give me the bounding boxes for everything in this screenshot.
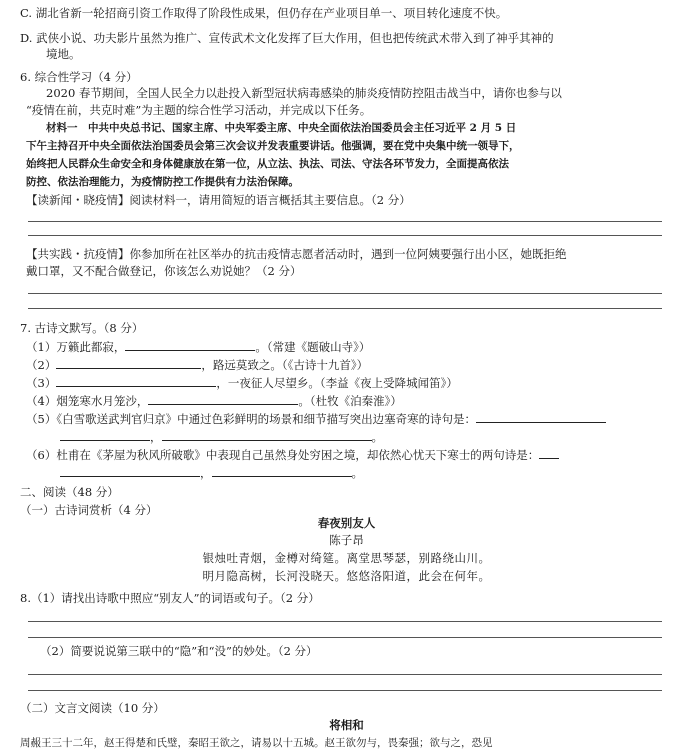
poem-blank-5-answers <box>60 428 383 445</box>
poem-blank-4-prefix: （4）烟笼寒水月笼沙， <box>26 394 149 408</box>
poem-blank-2 <box>26 356 368 373</box>
text-title: 将相和 <box>329 718 364 732</box>
question-6-intro-line1: 2020 春节期间，全国人民全力以赴投入新型冠状病毒感染的肺炎疫情防控阻击战当中，请你也参与以 <box>46 86 562 100</box>
question-8-2: （2）简要说说第三联中的“隐”和“没”的妙处。（2 分） <box>40 644 318 658</box>
question-7-heading: 7. 古诗文默写。（8 分） <box>20 321 144 335</box>
material-1-line2: 下午主持召开中央全面依法治国委员会第三次会议并发表重要讲话。他强调，要在党中央集中统一领导下， <box>26 140 520 152</box>
poem-blank-4 <box>26 392 402 409</box>
poem-blank-1-prefix: （1）万籁此都寂， <box>26 340 126 354</box>
fill-blank[interactable] <box>125 338 255 351</box>
option-d-line2: 境地。 <box>46 47 81 61</box>
option-c: C. 湖北省新一轮招商引资工作取得了阶段性成果，但仍存在产业项目单一、项目转化速度不快。 <box>20 6 508 20</box>
answer-line[interactable] <box>28 221 662 222</box>
poem-blank-1 <box>26 338 370 355</box>
poem-blank-5 <box>26 410 606 427</box>
poem-blank-2-prefix: （2） <box>26 358 57 372</box>
material-1-line3: 始终把人民群众生命安全和身体健康放在第一位，从立法、执法、司法、守法各环节发力，全面提高依法 <box>26 158 509 170</box>
fill-blank[interactable] <box>56 356 201 369</box>
poem-author: 陈子昂 <box>329 533 364 547</box>
fill-blank[interactable] <box>212 464 352 477</box>
poem-blank-3-prefix: （3） <box>26 376 57 390</box>
fill-blank[interactable] <box>162 428 372 441</box>
material-1-line1: 材料一 中共中央总书记、国家主席、中央军委主席、中央全面依法治国委员会主任习近平 2 月 5 日 <box>46 122 517 134</box>
section-2-heading: 二、阅读（48 分） <box>20 485 119 499</box>
poem-line-2: 明月隐高树，长河没晓天。悠悠洛阳道，此会在何年。 <box>202 569 491 583</box>
poem-blank-3-suffix: ，一夜征人尽望乡。（李益《夜上受降城闻笛》） <box>216 376 458 390</box>
section-2b-heading: （二）文言文阅读（10 分） <box>20 701 165 715</box>
question-8-1: 8.（1）请找出诗歌中照应“别友人”的词语或句子。（2 分） <box>20 591 320 605</box>
section-2a-heading: （一）古诗词赏析（4 分） <box>20 503 158 517</box>
answer-line[interactable] <box>28 235 662 236</box>
option-d-line1: D. 武侠小说、功夫影片虽然为推广、宣传武术文化发挥了巨大作用，但也把传统武术带入到了神乎其神的 <box>20 31 554 45</box>
poem-title: 春夜别友人 <box>317 516 376 530</box>
poem-blank-3 <box>26 374 458 391</box>
comma: ， <box>150 430 162 444</box>
period: 。 <box>351 466 363 480</box>
answer-line[interactable] <box>28 293 662 294</box>
question-6-intro-line2: “疫情在前，共克时难”为主题的综合性学习活动，并完成以下任务。 <box>26 103 372 117</box>
poem-blank-4-suffix: 。（杜牧《泊秦淮》） <box>298 394 402 408</box>
material-1-line4: 防控、依法治理能力，为疫情防控工作提供有力法治保障。 <box>26 176 299 188</box>
period: 。 <box>371 430 383 444</box>
answer-line[interactable] <box>28 308 662 309</box>
poem-blank-1-suffix: 。（常建《题破山寺》） <box>255 340 371 354</box>
comma: ， <box>200 466 212 480</box>
poem-blank-6-answers <box>60 464 363 481</box>
fill-blank[interactable] <box>476 410 606 423</box>
task-read-news: 【读新闻・晓疫情】阅读材料一，请用简短的语言概括其主要信息。（2 分） <box>26 193 411 207</box>
answer-line[interactable] <box>28 621 662 622</box>
fill-blank[interactable] <box>148 392 298 405</box>
answer-line[interactable] <box>28 690 662 691</box>
poem-blank-6 <box>26 446 559 463</box>
fill-blank[interactable] <box>60 464 200 477</box>
poem-blank-5-prompt: （5）《白雪歌送武判官归京》中通过色彩鲜明的场景和细节描写突出边塞奇寒的诗句是： <box>26 412 477 426</box>
task-practice-line2: 戴口罩，又不配合做登记，你该怎么劝说她？（2 分） <box>26 264 302 278</box>
question-6-heading: 6. 综合性学习（4 分） <box>20 70 138 84</box>
task-practice-line1: 【共实践・抗疫情】你参加所在社区举办的抗击疫情志愿者活动时，遇到一位阿姨要强行出小区，她既拒绝 <box>26 247 567 261</box>
poem-blank-6-prompt: （6）杜甫在《茅屋为秋风所破歌》中表现自己虽然身处穷困之境，却依然心忧天下寒士的两句诗是： <box>26 448 540 462</box>
poem-line-1: 银烛吐青烟，金樽对绮筵。离堂思琴瑟，别路绕山川。 <box>202 551 491 565</box>
poem-blank-2-suffix: ，路远莫致之。（《古诗十九首》） <box>201 358 369 372</box>
answer-line[interactable] <box>28 637 662 638</box>
answer-line[interactable] <box>28 674 662 675</box>
fill-blank[interactable] <box>539 446 559 459</box>
classical-text-line1: 周赧王三十二年，赵王得楚和氏璧，秦昭王欲之，请易以十五城。赵王欲勿与，畏秦强；欲与之，恐见 <box>20 737 493 749</box>
fill-blank[interactable] <box>56 374 216 387</box>
fill-blank[interactable] <box>60 428 150 441</box>
